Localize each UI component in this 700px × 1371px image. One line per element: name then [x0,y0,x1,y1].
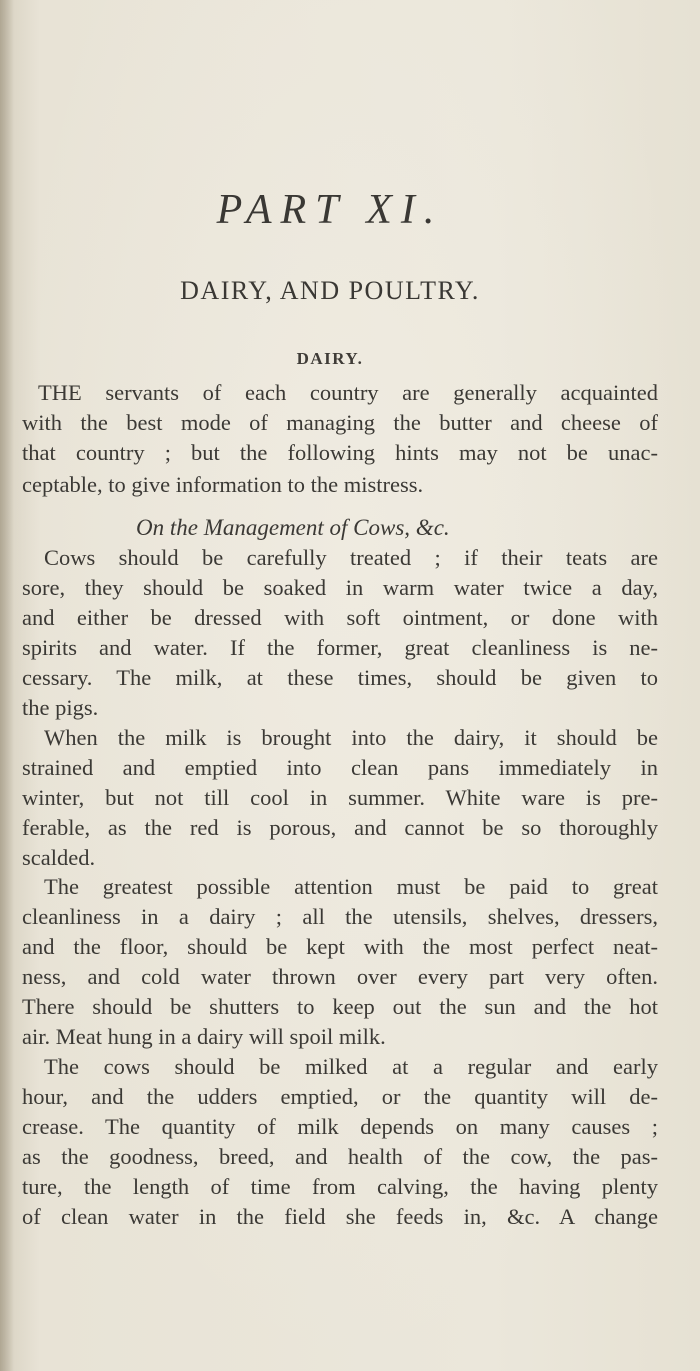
text-line: ferable, as the red is porous, and cannot be so thoroughly [22,815,658,840]
text-line: ture, the length of time from calving, the having plenty [22,1174,658,1199]
text-line: ness, and cold water thrown over every part very often. [22,964,658,989]
text-line: strained and emptied into clean pans immediately in [22,755,658,780]
text-line: There should be shutters to keep out the sun and the hot [22,994,658,1019]
text-line: and the floor, should be kept with the most perfect neat- [22,934,658,959]
text-line: winter, but not till cool in summer. White ware is pre- [22,785,658,810]
text-line: spirits and water. If the former, great cleanliness is ne- [22,635,658,660]
part-title: PART XI. [216,187,444,233]
text-line: and either be dressed with soft ointment, or done with [22,605,658,630]
text-line: Cows should be carefully treated ; if their teats are [44,545,658,570]
text-line: the pigs. [22,695,99,720]
text-line: air. Meat hung in a dairy will spoil milk. [22,1024,386,1049]
text-line: THE servants of each country are generally acquainted [38,380,658,405]
text-line: with the best mode of managing the butter and cheese of [22,410,658,435]
text-line: cessary. The milk, at these times, should be given to [22,665,658,690]
sub-heading-dairy: DAIRY. [296,349,364,368]
text-line: crease. The quantity of milk depends on many causes ; [22,1114,658,1139]
text-line: The greatest possible attention must be paid to great [44,874,658,899]
text-line: that country ; but the following hints may not be unac- [22,440,658,465]
section-title: DAIRY, AND POULTRY. [180,276,480,305]
text-line: The cows should be milked at a regular and early [44,1054,658,1079]
italic-heading: On the Management of Cows, &c. [136,515,450,540]
text-line: sore, they should be soaked in warm water twice a day, [22,575,658,600]
text-line: of clean water in the field she feeds in, &c. A change [22,1204,658,1229]
text-line: cleanliness in a dairy ; all the utensils, shelves, dressers, [22,904,658,929]
text-line: ceptable, to give information to the mistress. [22,472,424,497]
text-line: When the milk is brought into the dairy, it should be [44,725,658,750]
text-line: scalded. [22,845,96,870]
text-line: hour, and the udders emptied, or the quantity will de- [22,1084,658,1109]
text-line: as the goodness, breed, and health of the cow, the pas- [22,1144,658,1169]
